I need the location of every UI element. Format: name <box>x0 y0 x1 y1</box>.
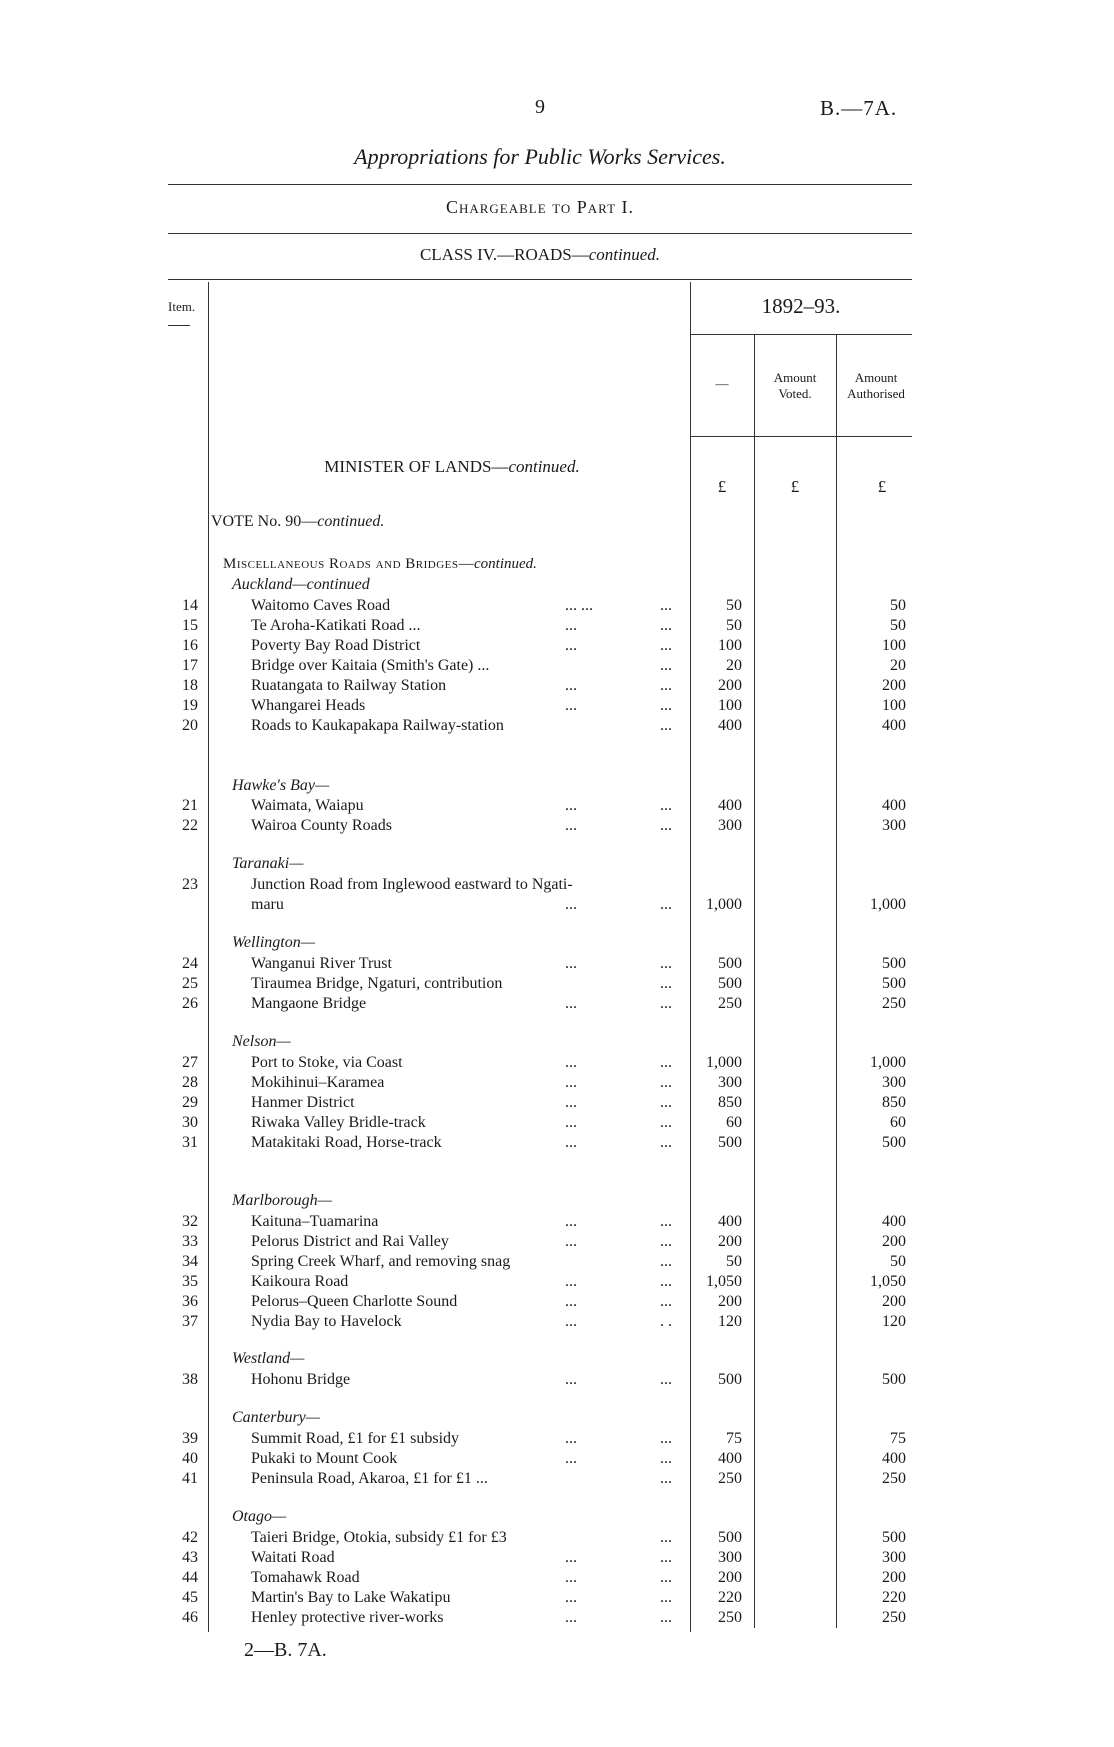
misc-heading-text: Miscellaneous Roads and Bridges— <box>223 556 474 572</box>
leader-dots: ... <box>660 955 672 972</box>
table-row <box>0 796 1114 816</box>
amount-value: 300 <box>718 817 742 834</box>
leader-dots: ... <box>660 717 672 734</box>
item-description: Hohonu Bridge <box>251 1371 351 1388</box>
minister-heading <box>212 457 692 477</box>
misc-heading <box>223 556 537 573</box>
table-row <box>0 974 1114 994</box>
amount-authorised: 50 <box>890 1253 906 1270</box>
amount-value: 50 <box>726 617 742 634</box>
item-description: Wairoa County Roads <box>251 817 392 834</box>
leader-dots: ... <box>565 1114 577 1131</box>
amount-authorised: 1,000 <box>870 896 906 913</box>
amount-value: 500 <box>718 955 742 972</box>
table-row <box>0 816 1114 836</box>
leader-dots: ... <box>660 697 672 714</box>
table-row <box>0 616 1114 636</box>
amount-authorised: 50 <box>890 617 906 634</box>
leader-dots: ... <box>565 1549 577 1566</box>
leader-dots: ... <box>565 817 577 834</box>
currency-symbol-col2: £ <box>790 477 800 496</box>
amount-authorised: 500 <box>882 1529 906 1546</box>
amount-authorised: 100 <box>882 697 906 714</box>
leader-dots: ... <box>660 1529 672 1546</box>
document-reference: B.—7A. <box>820 96 898 120</box>
item-number: 42 <box>182 1529 198 1546</box>
item-description: maru <box>251 896 284 913</box>
leader-dots: ... <box>660 1273 672 1290</box>
leader-dots: ... <box>565 617 577 634</box>
table-row <box>0 1588 1114 1608</box>
amount-authorised: 120 <box>882 1313 906 1330</box>
leader-dots: ... <box>565 1589 577 1606</box>
item-description: Junction Road from Inglewood eastward to Ngati- <box>251 876 573 893</box>
leader-dots: ... <box>565 1054 577 1071</box>
leader-dots: ... <box>565 1569 577 1586</box>
voted-header-line1: Amount <box>773 370 817 385</box>
leader-dots: ... <box>565 1371 577 1388</box>
item-description: Ruatangata to Railway Station <box>251 677 447 694</box>
amount-authorised: 250 <box>882 1470 906 1487</box>
item-description: Martin's Bay to Lake Wakatipu <box>251 1589 451 1606</box>
class-title-text: CLASS IV.—ROADS— <box>419 245 589 264</box>
class-title-suffix: continued. <box>588 245 661 264</box>
item-description: Kaituna–Tuamarina <box>251 1213 379 1230</box>
authorised-column-header <box>836 370 916 402</box>
amount-authorised: 220 <box>882 1589 906 1606</box>
region-auckland: Auckland—continued <box>232 576 370 593</box>
misc-heading-suffix: continued. <box>474 556 537 572</box>
item-number: 33 <box>182 1233 198 1250</box>
leader-dots: ... <box>565 637 577 654</box>
item-number: 44 <box>182 1569 198 1586</box>
amount-value: 400 <box>718 717 742 734</box>
item-number: 30 <box>182 1114 198 1131</box>
item-number: 38 <box>182 1371 198 1388</box>
table-row <box>0 656 1114 676</box>
amount-value: 400 <box>718 1213 742 1230</box>
table-row <box>0 1272 1114 1292</box>
table-row <box>0 1212 1114 1232</box>
leader-dots: ... <box>660 637 672 654</box>
amount-value: 60 <box>726 1114 742 1131</box>
leader-dots: ... <box>565 1293 577 1310</box>
minister-heading-suffix: continued. <box>508 457 580 476</box>
table-row <box>0 954 1114 974</box>
table-row <box>0 596 1114 616</box>
amount-authorised: 300 <box>882 1074 906 1091</box>
item-number: 39 <box>182 1430 198 1447</box>
amount-value: 300 <box>718 1549 742 1566</box>
item-number: 25 <box>182 975 198 992</box>
amount-value: 500 <box>718 1529 742 1546</box>
amount-value: 1,000 <box>706 896 742 913</box>
item-number: 19 <box>182 697 198 714</box>
amount-authorised: 250 <box>882 1609 906 1626</box>
leader-dots: ... <box>565 1273 577 1290</box>
table-row <box>0 1469 1114 1489</box>
footer-reference: 2—B. 7A. <box>244 1639 327 1661</box>
item-number: 27 <box>182 1054 198 1071</box>
item-number: 31 <box>182 1134 198 1151</box>
amount-value: 250 <box>718 1609 742 1626</box>
amount-value: 220 <box>718 1589 742 1606</box>
item-description: Poverty Bay Road District <box>251 637 421 654</box>
currency-symbol-col1: £ <box>717 477 727 496</box>
voted-header-line2: Voted. <box>778 386 812 401</box>
class-title <box>0 245 1080 265</box>
table-row <box>0 1449 1114 1469</box>
amount-authorised: 300 <box>882 817 906 834</box>
year-header-rule <box>690 334 912 335</box>
amount-authorised: 200 <box>882 1569 906 1586</box>
leader-dots: ... <box>660 1233 672 1250</box>
item-number: 28 <box>182 1074 198 1091</box>
table-row <box>0 875 1114 895</box>
leader-dots: ... <box>660 1253 672 1270</box>
item-number: 29 <box>182 1094 198 1111</box>
item-number: 35 <box>182 1273 198 1290</box>
item-number: 36 <box>182 1293 198 1310</box>
amount-value: 50 <box>726 597 742 614</box>
amount-value: 200 <box>718 677 742 694</box>
table-top-rule <box>168 279 912 280</box>
item-number: 23 <box>182 876 198 893</box>
item-description: Roads to Kaukapakapa Railway-station <box>251 717 504 734</box>
amount-value: 500 <box>718 1134 742 1151</box>
leader-dots: ... <box>660 1094 672 1111</box>
amount-authorised: 500 <box>882 955 906 972</box>
leader-dots: ... <box>565 1074 577 1091</box>
amount-value: 20 <box>726 657 742 674</box>
item-number: 40 <box>182 1450 198 1467</box>
amount-authorised: 1,050 <box>870 1273 906 1290</box>
leader-dots: ... <box>660 1293 672 1310</box>
leader-dots: ... <box>660 1450 672 1467</box>
table-row <box>0 636 1114 656</box>
item-description: Kaikoura Road <box>251 1273 349 1290</box>
leader-dots: ... ... <box>565 597 593 614</box>
col1-header: — <box>715 376 729 391</box>
amount-value: 300 <box>718 1074 742 1091</box>
item-number: 26 <box>182 995 198 1012</box>
leader-dots: ... <box>565 1430 577 1447</box>
item-description: Waimata, Waiapu <box>251 797 364 814</box>
item-number: 45 <box>182 1589 198 1606</box>
region-westland: Westland— <box>232 1350 305 1367</box>
item-number: 46 <box>182 1609 198 1626</box>
item-description: Mangaone Bridge <box>251 995 367 1012</box>
item-description: Summit Road, £1 for £1 subsidy <box>251 1430 460 1447</box>
table-row <box>0 1548 1114 1568</box>
item-description: Waitomo Caves Road <box>251 597 391 614</box>
leader-dots: ... <box>565 1233 577 1250</box>
leader-dots: ... <box>660 1054 672 1071</box>
title-rule <box>168 184 912 185</box>
table-row <box>0 1312 1114 1332</box>
amount-value: 250 <box>718 1470 742 1487</box>
leader-dots: ... <box>660 896 672 913</box>
leader-dots: ... <box>660 1074 672 1091</box>
authorised-header-line2: Authorised <box>847 386 905 401</box>
leader-dots: ... <box>565 1094 577 1111</box>
leader-dots: ... <box>565 1313 577 1330</box>
leader-dots: ... <box>565 955 577 972</box>
chargeable-heading: Chargeable to Part I. <box>445 197 635 217</box>
amount-authorised: 300 <box>882 1549 906 1566</box>
table-row <box>0 716 1114 736</box>
item-number: 14 <box>182 597 198 614</box>
item-number: 37 <box>182 1313 198 1330</box>
amount-value: 120 <box>718 1313 742 1330</box>
chargeable-rule <box>168 233 912 234</box>
leader-dots: ... <box>565 1134 577 1151</box>
region-wellington: Wellington— <box>232 934 315 951</box>
item-description: Taieri Bridge, Otokia, subsidy £1 for £3 <box>251 1529 507 1546</box>
leader-dots: ... <box>660 1609 672 1626</box>
amount-value: 200 <box>718 1233 742 1250</box>
amount-authorised: 400 <box>882 797 906 814</box>
amount-authorised: 100 <box>882 637 906 654</box>
leader-dots: ... <box>660 995 672 1012</box>
item-description: Matakitaki Road, Horse-track <box>251 1134 442 1151</box>
leader-dots: ... <box>565 1450 577 1467</box>
table-row <box>0 1073 1114 1093</box>
minister-heading-text: MINISTER OF LANDS— <box>324 457 509 476</box>
item-description: Tomahawk Road <box>251 1569 360 1586</box>
leader-dots: ... <box>660 1371 672 1388</box>
leader-dots: ... <box>660 797 672 814</box>
leader-dots: ... <box>660 597 672 614</box>
amount-authorised: 20 <box>890 657 906 674</box>
table-row <box>0 895 1114 915</box>
item-description: Mokihinui–Karamea <box>251 1074 385 1091</box>
leader-dots: ... <box>565 995 577 1012</box>
item-number: 15 <box>182 617 198 634</box>
table-row <box>0 1053 1114 1073</box>
page-title: Appropriations for Public Works Services. <box>354 144 726 169</box>
amount-authorised: 500 <box>882 1134 906 1151</box>
item-number: 34 <box>182 1253 198 1270</box>
amount-value: 400 <box>718 1450 742 1467</box>
leader-dots: ... <box>660 975 672 992</box>
item-number: 16 <box>182 637 198 654</box>
item-description: Nydia Bay to Havelock <box>251 1313 402 1330</box>
amount-authorised: 400 <box>882 1450 906 1467</box>
year-header: 1892–93. <box>761 294 841 318</box>
amount-value: 100 <box>718 637 742 654</box>
amount-authorised: 500 <box>882 1371 906 1388</box>
leader-dots: ... <box>660 817 672 834</box>
table-row <box>0 1429 1114 1449</box>
vote-heading-suffix: continued. <box>317 513 385 530</box>
amount-value: 1,050 <box>706 1273 742 1290</box>
region-hawkes-bay: Hawke's Bay— <box>232 777 330 794</box>
leader-dots: ... <box>565 697 577 714</box>
table-row <box>0 1370 1114 1390</box>
leader-dots: ... <box>660 1430 672 1447</box>
amount-value: 500 <box>718 975 742 992</box>
leader-dots: ... <box>660 1589 672 1606</box>
amount-value: 200 <box>718 1293 742 1310</box>
item-number: 22 <box>182 817 198 834</box>
leader-dots: ... <box>565 1213 577 1230</box>
item-description: Waitati Road <box>251 1549 335 1566</box>
leader-dots: . . <box>660 1313 672 1330</box>
region-canterbury: Canterbury— <box>232 1409 320 1426</box>
currency-symbol-col3: £ <box>877 477 887 496</box>
item-description: Peninsula Road, Akaroa, £1 for £1 ... <box>251 1470 488 1487</box>
amount-authorised: 50 <box>890 597 906 614</box>
leader-dots: ... <box>660 1134 672 1151</box>
region-taranaki: Taranaki— <box>232 855 304 872</box>
item-number: 41 <box>182 1470 198 1487</box>
page-number: 9 <box>535 96 545 118</box>
amount-value: 500 <box>718 1371 742 1388</box>
leader-dots: ... <box>565 677 577 694</box>
item-description: Pukaki to Mount Cook <box>251 1450 398 1467</box>
leader-dots: ... <box>660 1213 672 1230</box>
table-row <box>0 696 1114 716</box>
amount-authorised: 1,000 <box>870 1054 906 1071</box>
leader-dots: ... <box>565 1609 577 1626</box>
amount-authorised: 200 <box>882 677 906 694</box>
leader-dots: ... <box>660 617 672 634</box>
item-number: 18 <box>182 677 198 694</box>
amount-authorised: 500 <box>882 975 906 992</box>
amount-value: 1,000 <box>706 1054 742 1071</box>
table-row <box>0 994 1114 1014</box>
leader-dots: ... <box>660 1569 672 1586</box>
amount-authorised: 400 <box>882 1213 906 1230</box>
voted-column-header <box>756 370 834 402</box>
amount-value: 250 <box>718 995 742 1012</box>
item-description: Hanmer District <box>251 1094 355 1111</box>
item-description: Pelorus–Queen Charlotte Sound <box>251 1293 458 1310</box>
leader-dots: ... <box>660 1114 672 1131</box>
item-number: 20 <box>182 717 198 734</box>
table-row <box>0 1292 1114 1312</box>
table-row <box>0 1133 1114 1153</box>
item-number: 21 <box>182 797 198 814</box>
amount-value: 50 <box>726 1253 742 1270</box>
item-description: Henley protective river-works <box>251 1609 444 1626</box>
leader-dots: ... <box>660 677 672 694</box>
vote-heading-text: VOTE No. 90— <box>211 513 318 530</box>
item-number: 32 <box>182 1213 198 1230</box>
region-marlborough: Marlborough— <box>232 1192 332 1209</box>
amount-authorised: 400 <box>882 717 906 734</box>
table-row <box>0 1608 1114 1628</box>
region-nelson: Nelson— <box>232 1033 291 1050</box>
amount-authorised: 75 <box>890 1430 906 1447</box>
table-row <box>0 1568 1114 1588</box>
vote-heading <box>211 513 384 531</box>
item-header-rule <box>168 325 190 326</box>
authorised-header-line1: Amount <box>854 370 898 385</box>
amount-authorised: 200 <box>882 1293 906 1310</box>
table-row <box>0 1232 1114 1252</box>
table-row <box>0 1528 1114 1548</box>
amount-value: 100 <box>718 697 742 714</box>
leader-dots: ... <box>660 1470 672 1487</box>
amount-authorised: 60 <box>890 1114 906 1131</box>
item-description: Tiraumea Bridge, Ngaturi, contribution <box>251 975 503 992</box>
leader-dots: ... <box>565 797 577 814</box>
item-description: Whangarei Heads <box>251 697 366 714</box>
leader-dots: ... <box>565 896 577 913</box>
leader-dots: ... <box>660 1549 672 1566</box>
item-description: Spring Creek Wharf, and removing snag <box>251 1253 511 1270</box>
amount-value: 200 <box>718 1569 742 1586</box>
table-row <box>0 1252 1114 1272</box>
item-description: Te Aroha-Katikati Road ... <box>251 617 421 634</box>
amount-value: 400 <box>718 797 742 814</box>
item-description: Bridge over Kaitaia (Smith's Gate) ... <box>251 657 490 674</box>
region-otago: Otago— <box>232 1508 287 1525</box>
item-number: 17 <box>182 657 198 674</box>
item-number: 24 <box>182 955 198 972</box>
table-row <box>0 1113 1114 1133</box>
amount-authorised: 200 <box>882 1233 906 1250</box>
table-row <box>0 1093 1114 1113</box>
item-description: Riwaka Valley Bridle-track <box>251 1114 426 1131</box>
amount-value: 75 <box>726 1430 742 1447</box>
column-header-rule <box>690 436 912 437</box>
item-number: 43 <box>182 1549 198 1566</box>
item-column-header: Item. <box>168 299 196 314</box>
amount-value: 850 <box>718 1094 742 1111</box>
item-description: Port to Stoke, via Coast <box>251 1054 403 1071</box>
amount-authorised: 250 <box>882 995 906 1012</box>
item-description: Pelorus District and Rai Valley <box>251 1233 449 1250</box>
table-row <box>0 676 1114 696</box>
leader-dots: ... <box>660 657 672 674</box>
amount-authorised: 850 <box>882 1094 906 1111</box>
item-description: Wanganui River Trust <box>251 955 392 972</box>
